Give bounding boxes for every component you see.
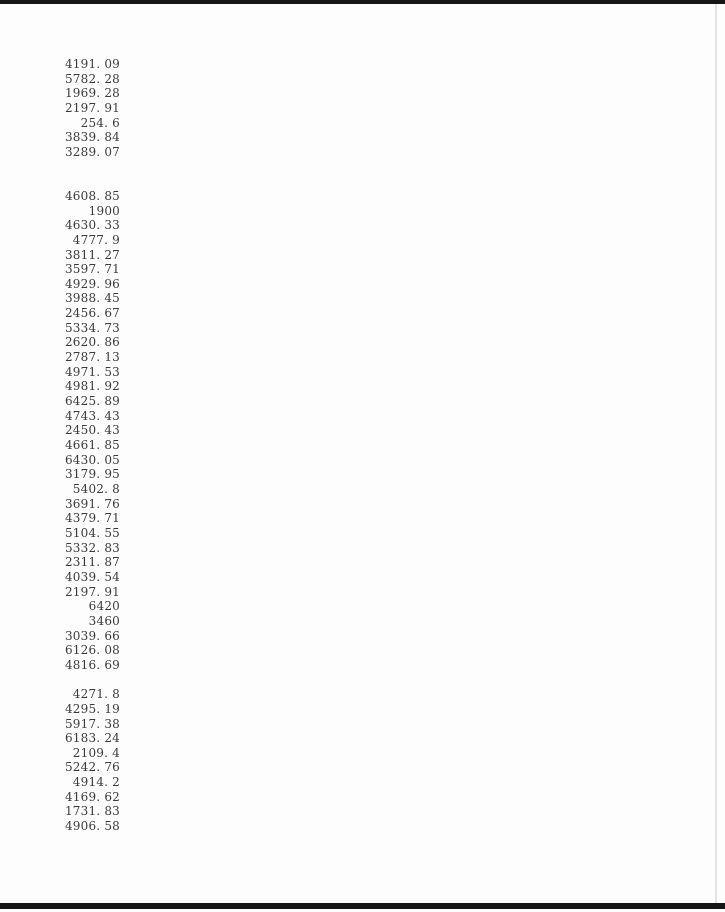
number-value: 2109. 4 — [72, 745, 120, 760]
number-value: 4743. 43 — [64, 408, 120, 423]
number-value: 5917. 38 — [64, 716, 120, 731]
number-value: 2787. 13 — [64, 350, 120, 365]
number-value: 4169. 62 — [64, 789, 120, 804]
number-value: 2197. 91 — [64, 100, 120, 115]
number-value: 4906. 58 — [64, 819, 120, 834]
number-value: 1731. 83 — [64, 804, 120, 819]
bottom-scan-edge-bar — [0, 903, 725, 909]
number-value: 5402. 8 — [72, 482, 120, 497]
number-value: 3988. 45 — [64, 291, 120, 306]
number-value: 254. 6 — [80, 115, 120, 130]
number-group-1 — [0, 57, 120, 160]
number-value: 3039. 66 — [64, 628, 120, 643]
number-group-3 — [0, 687, 120, 834]
number-value: 5242. 76 — [64, 760, 120, 775]
number-value: 2456. 67 — [64, 306, 120, 321]
page-right-edge-line — [715, 4, 717, 903]
number-value: 3839. 84 — [64, 130, 120, 145]
number-value: 4039. 54 — [64, 569, 120, 584]
number-value: 3691. 76 — [64, 496, 120, 511]
number-value: 4816. 69 — [64, 657, 120, 672]
number-value: 2620. 86 — [64, 335, 120, 350]
number-value: 4608. 85 — [64, 188, 120, 203]
number-group-2 — [0, 189, 120, 673]
top-scan-edge-bar — [0, 0, 725, 4]
number-value: 6430. 05 — [64, 452, 120, 467]
number-value: 3597. 71 — [64, 262, 120, 277]
number-value: 6420 — [88, 599, 120, 614]
number-value: 3460 — [88, 613, 120, 628]
number-value: 4630. 33 — [64, 218, 120, 233]
number-value: 4295. 19 — [64, 701, 120, 716]
number-value: 4971. 53 — [64, 364, 120, 379]
number-value: 5332. 83 — [64, 540, 120, 555]
number-value: 4271. 8 — [72, 687, 120, 702]
number-value: 3179. 95 — [64, 467, 120, 482]
number-value: 4929. 96 — [64, 276, 120, 291]
number-value: 2197. 91 — [64, 584, 120, 599]
number-value: 4661. 85 — [64, 438, 120, 453]
number-value: 4914. 2 — [72, 775, 120, 790]
number-value: 2311. 87 — [64, 555, 120, 570]
number-value: 3289. 07 — [64, 144, 120, 159]
number-value: 2450. 43 — [64, 423, 120, 438]
number-value: 1969. 28 — [64, 86, 120, 101]
number-column — [0, 57, 120, 834]
number-value: 3811. 27 — [64, 247, 120, 262]
number-value: 4191. 09 — [64, 57, 120, 71]
number-value: 4777. 9 — [72, 232, 120, 247]
number-value: 4379. 71 — [64, 511, 120, 526]
number-value: 5782. 28 — [64, 71, 120, 86]
number-value: 6126. 08 — [64, 643, 120, 658]
number-value: 1900 — [88, 203, 120, 218]
number-value: 5104. 55 — [64, 525, 120, 540]
number-value: 5334. 73 — [64, 320, 120, 335]
number-value: 6183. 24 — [64, 731, 120, 746]
number-value: 4981. 92 — [64, 379, 120, 394]
number-value: 6425. 89 — [64, 394, 120, 409]
